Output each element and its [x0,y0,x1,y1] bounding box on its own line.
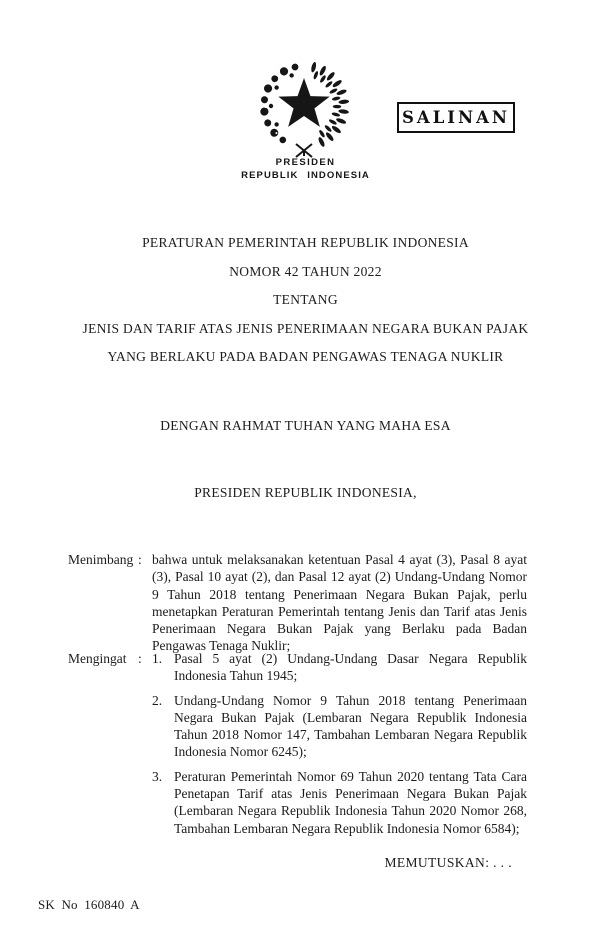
legal-basis-item [152,768,527,837]
legal-basis-item [152,692,527,761]
invocation-line: DENGAN RAHMAT TUHAN YANG MAHA ESA [160,418,451,433]
regulation-title [0,236,611,379]
institution-line2: REPUBLIK INDONESIA [241,169,370,181]
institution-line1: PRESIDEN [275,157,336,168]
item-text: Undang-Undang Nomor 9 Tahun 2018 tentang Penerimaan Negara Bukan Pajak (Lembaran Negara Republik Indonesia Tahun 2018 Nomor 147, Tambahan Lembaran Negara Republik Indonesia Nomor 6245); [174,692,527,760]
item-text: Pasal 5 ayat (2) Undang-Undang Dasar Negara Republik Indonesia Tahun 1945; [174,651,527,684]
title-line-type: PERATURAN PEMERINTAH REPUBLIK INDONESIA [142,235,469,250]
wreath-stems [296,144,312,157]
document-control-number: SK No 160840 A [38,897,140,912]
presidential-seal-icon [256,58,356,160]
legal-basis-colon: : [138,651,142,666]
item-number: 1. [152,651,163,666]
legal-basis-list [152,650,527,837]
item-number: 3. [152,768,163,784]
decision-word: MEMUTUSKAN: . . . [384,855,512,870]
title-line-number: NOMOR 42 TAHUN 2022 [229,263,382,279]
copy-stamp-badge: SALINAN [397,102,515,133]
legal-basis-item [152,650,527,685]
considering-text: bahwa untuk melaksanakan ketentuan Pasal 4 ayat (3), Pasal 8 ayat (3), Pasal 10 ayat (2), dan Pasal 12 ayat (2) Undang-Undang Nomor 9 Tahun 2018 tentang Penerimaan Negara Bukan Pajak, perlu menetapkan Peraturan Pemerintah tentang Jenis dan Tarif atas Jenis Penerimaan Negara Bukan Pajak yang Berlaku pada Badan Pengawas Tenaga Nuklir; [152,552,527,654]
item-text: Peraturan Pemerintah Nomor 69 Tahun 2020 tentang Tata Cara Penetapan Tarif atas Jenis Penerimaan Negara Bukan Pajak (Lembaran Negara Republik Indonesia Tahun 2020 Nomor 268, Tambahan Lembaran Negara Republik Indonesia Nomor 6584); [174,768,527,836]
issuer-line: PRESIDEN REPUBLIK INDONESIA, [194,485,417,500]
considering-label: Menimbang [68,552,134,567]
title-line-subject2: YANG BERLAKU PADA BADAN PENGAWAS TENAGA NUKLIR [107,349,504,364]
title-line-subject1: JENIS DAN TARIF ATAS JENIS PENERIMAAN NEGARA BUKAN PAJAK [82,320,529,336]
considering-colon: : [138,552,142,567]
item-number: 2. [152,692,163,708]
considering-section [68,551,527,655]
legal-basis-section [68,650,527,837]
title-line-tentang: TENTANG [273,292,338,307]
legal-basis-label: Mengingat [68,651,127,666]
institution-caption [0,157,611,182]
